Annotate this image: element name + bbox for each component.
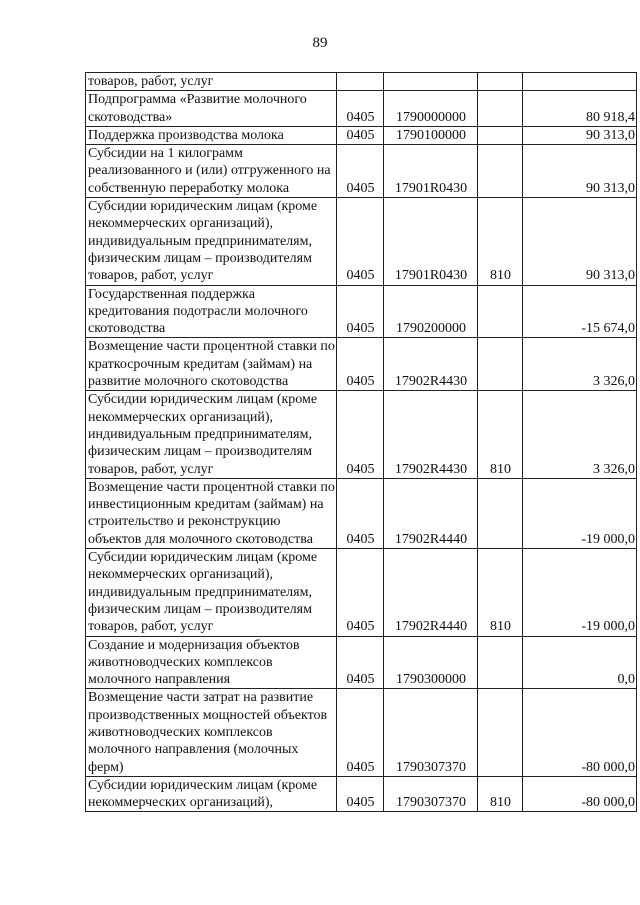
table-row: [86, 198, 637, 285]
table-row: [86, 776, 637, 812]
budget-table: [85, 72, 637, 812]
table-row: [86, 126, 637, 144]
row-name: Субсидии на 1 килограмм реализованного и (или) отгруженного на собственную переработку молока: [86, 145, 337, 198]
table-row: [86, 91, 637, 127]
row-section: 0405: [337, 776, 384, 812]
row-name: Поддержка производства молока: [86, 126, 337, 144]
row-section: 0405: [337, 145, 384, 198]
row-kind: [478, 91, 523, 127]
row-code: 1790000000: [384, 91, 478, 127]
row-code: [384, 73, 478, 91]
table-row: [86, 636, 637, 689]
row-name: Субсидии юридическим лицам (кроме некоммерческих организаций), индивидуальным предпринимателям, физическим лицам – производителям товаров, работ, услуг: [86, 391, 337, 478]
budget-table-body: [86, 73, 637, 812]
row-sum: 80 918,4: [523, 91, 637, 127]
row-kind: [478, 73, 523, 91]
table-row: [86, 478, 637, 548]
row-section: 0405: [337, 91, 384, 127]
row-section: 0405: [337, 285, 384, 338]
row-code: 17901R0430: [384, 145, 478, 198]
row-kind: [478, 478, 523, 548]
row-sum: -15 674,0: [523, 285, 637, 338]
row-name: Государственная поддержка кредитования подотрасли молочного скотоводства: [86, 285, 337, 338]
row-sum: 0,0: [523, 636, 637, 689]
row-kind: 810: [478, 198, 523, 285]
row-sum: 3 326,0: [523, 391, 637, 478]
row-name: Создание и модернизация объектов животноводческих комплексов молочного направления: [86, 636, 337, 689]
row-section: 0405: [337, 636, 384, 689]
row-section: 0405: [337, 689, 384, 776]
row-kind: [478, 689, 523, 776]
row-code: 1790307370: [384, 776, 478, 812]
row-code: 1790100000: [384, 126, 478, 144]
row-code: 1790307370: [384, 689, 478, 776]
row-sum: 90 313,0: [523, 126, 637, 144]
row-name: Возмещение части процентной ставки по инвестиционным кредитам (займам) на строительство и реконструкцию объектов для молочного скотоводства: [86, 478, 337, 548]
table-row: [86, 338, 637, 391]
row-kind: 810: [478, 776, 523, 812]
row-kind: 810: [478, 391, 523, 478]
row-code: 17902R4430: [384, 391, 478, 478]
row-sum: -80 000,0: [523, 776, 637, 812]
row-sum: 3 326,0: [523, 338, 637, 391]
row-code: 1790200000: [384, 285, 478, 338]
row-name: Субсидии юридическим лицам (кроме некоммерческих организаций), индивидуальным предпринимателям, физическим лицам – производителям товаров, работ, услуг: [86, 198, 337, 285]
row-section: 0405: [337, 338, 384, 391]
row-code: 17901R0430: [384, 198, 478, 285]
row-section: 0405: [337, 126, 384, 144]
row-name: товаров, работ, услуг: [86, 73, 337, 91]
row-name: Субсидии юридическим лицам (кроме некоммерческих организаций), индивидуальным предпринимателям, физическим лицам – производителям товаров, работ, услуг: [86, 549, 337, 636]
row-name: Субсидии юридическим лицам (кроме некоммерческих организаций),: [86, 776, 337, 812]
table-row: [86, 689, 637, 776]
row-section: 0405: [337, 391, 384, 478]
row-kind: [478, 338, 523, 391]
row-sum: -19 000,0: [523, 549, 637, 636]
row-code: 17902R4430: [384, 338, 478, 391]
row-code: 17902R4440: [384, 478, 478, 548]
table-row: [86, 391, 637, 478]
table-row: [86, 73, 637, 91]
row-sum: [523, 73, 637, 91]
page-number: 89: [312, 35, 328, 51]
row-section: [337, 73, 384, 91]
table-row: [86, 145, 637, 198]
row-code: 1790300000: [384, 636, 478, 689]
table-row: [86, 285, 637, 338]
row-name: Возмещение части затрат на развитие производственных мощностей объектов животноводческих комплексов молочного направления (молочных ферм): [86, 689, 337, 776]
row-kind: [478, 285, 523, 338]
table-row: [86, 549, 637, 636]
row-section: 0405: [337, 549, 384, 636]
row-kind: 810: [478, 549, 523, 636]
row-sum: -80 000,0: [523, 689, 637, 776]
row-sum: 90 313,0: [523, 145, 637, 198]
row-kind: [478, 145, 523, 198]
row-kind: [478, 636, 523, 689]
row-kind: [478, 126, 523, 144]
row-name: Возмещение части процентной ставки по краткосрочным кредитам (займам) на развитие молочного скотоводства: [86, 338, 337, 391]
row-code: 17902R4440: [384, 549, 478, 636]
row-section: 0405: [337, 198, 384, 285]
row-section: 0405: [337, 478, 384, 548]
row-sum: -19 000,0: [523, 478, 637, 548]
row-name: Подпрограмма «Развитие молочного скотоводства»: [86, 91, 337, 127]
row-sum: 90 313,0: [523, 198, 637, 285]
